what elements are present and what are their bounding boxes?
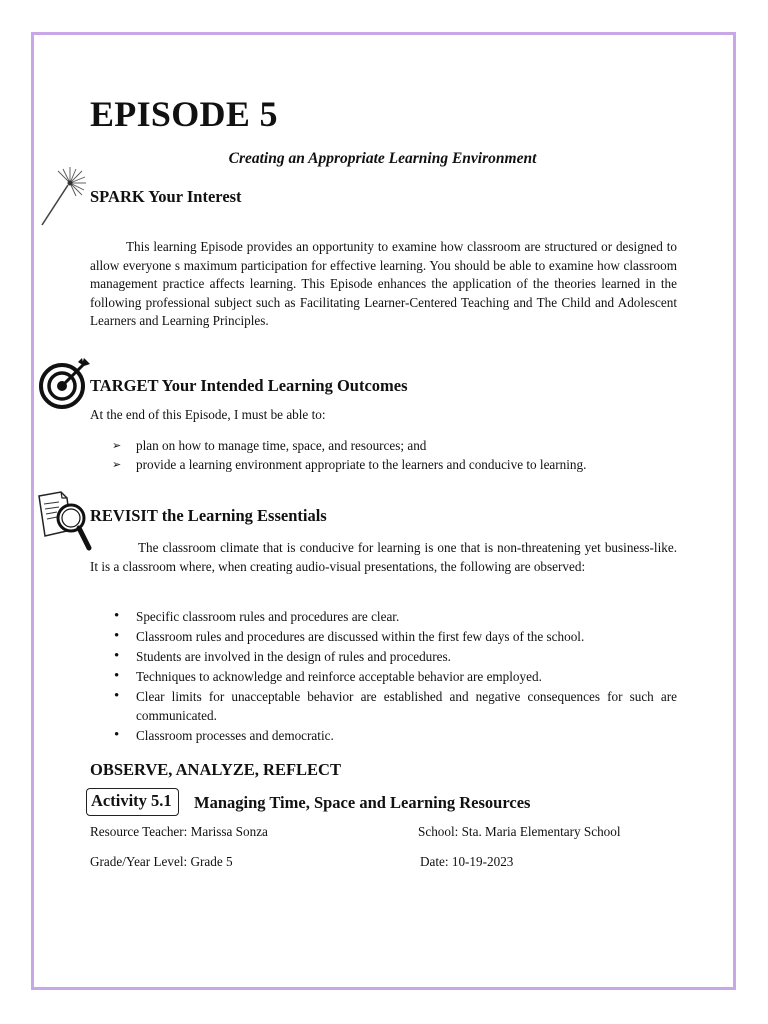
essential-item: • Classroom processes and democratic.: [112, 726, 677, 745]
essential-item: • Classroom rules and procedures are discussed within the first few days of the school.: [112, 627, 677, 646]
observe-heading: OBSERVE, ANALYZE, REFLECT: [90, 760, 341, 779]
essentials-list: [112, 607, 677, 746]
spark-paragraph: This learning Episode provides an opportunity to examine how classroom are structured or designed to allow everyone s maximum participation for effective learning. You should be able to examine how classroom management practice affects learning. This Episode enhances the application of the theories learned in the following professional subject such as Facilitating Learner-Centered Teaching and The Child and Adolescent Learners and Learning Principles.: [90, 239, 677, 328]
target-arrow-icon: [38, 356, 92, 410]
essential-item: • Students are involved in the design of rules and procedures.: [112, 647, 677, 666]
resource-teacher: Resource Teacher: Marissa Sonza: [90, 824, 268, 839]
episode-title: EPISODE 5: [90, 94, 278, 134]
outcomes-list: [112, 437, 682, 474]
essential-item: • Clear limits for unacceptable behavior are established and negative consequences for such are communicated.: [112, 687, 677, 725]
revisit-paragraph: The classroom climate that is conducive for learning is one that is non-threatening yet business-like. It is a classroom where, when creating audio-visual presentations, the following are observed:: [90, 540, 677, 574]
target-heading: TARGET Your Intended Learning Outcomes: [90, 376, 408, 395]
sparkler-icon: [38, 165, 88, 229]
school-name: School: Sta. Maria Elementary School: [418, 824, 621, 839]
essential-item: • Techniques to acknowledge and reinforce acceptable behavior are employed.: [112, 667, 677, 686]
activity-title: Managing Time, Space and Learning Resources: [194, 793, 531, 812]
target-intro: At the end of this Episode, I must be able to:: [90, 407, 326, 422]
revisit-heading: REVISIT the Learning Essentials: [90, 506, 327, 525]
activity-label-box: [86, 788, 179, 816]
outcome-item: ➢ plan on how to manage time, space, and resources; and: [112, 437, 682, 456]
essential-item: • Specific classroom rules and procedures are clear.: [112, 607, 677, 626]
activity-label: Activity 5.1: [91, 791, 172, 810]
spark-heading: SPARK Your Interest: [90, 187, 242, 206]
activity-date: Date: 10-19-2023: [420, 854, 514, 869]
outcome-item: ➢ provide a learning environment appropriate to the learners and conducive to learning.: [112, 456, 682, 475]
grade-level: Grade/Year Level: Grade 5: [90, 854, 233, 869]
document-magnifier-icon: [35, 488, 95, 552]
episode-subtitle: Creating an Appropriate Learning Environment: [228, 150, 537, 167]
